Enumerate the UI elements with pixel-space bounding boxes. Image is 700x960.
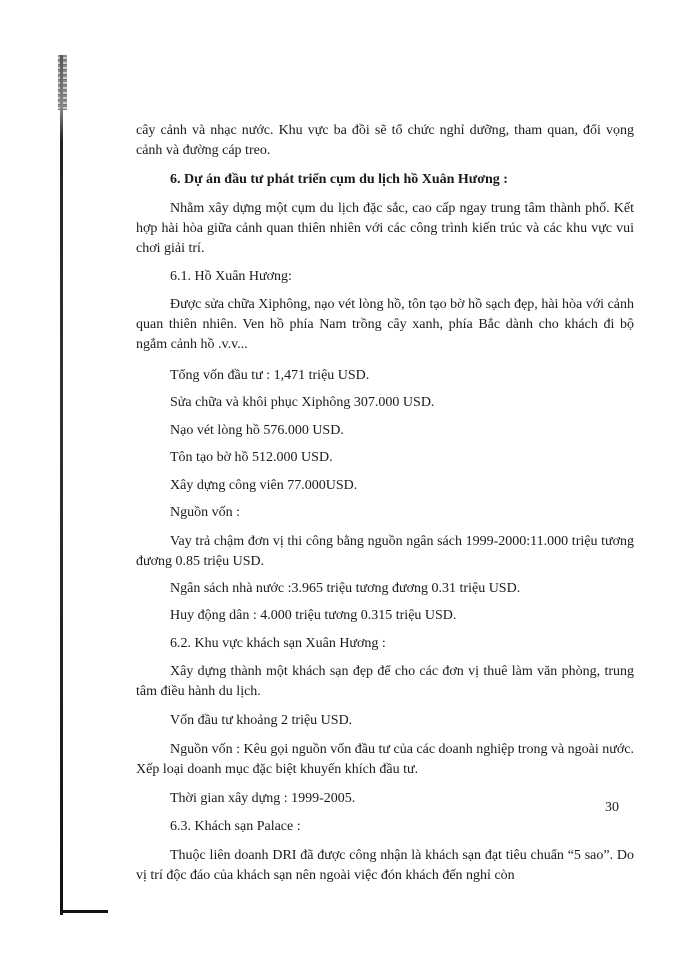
binding-edge-line xyxy=(60,55,63,915)
section-6-2-time: Thời gian xây dựng : 1999-2005. xyxy=(170,791,356,806)
binding-edge-foot xyxy=(60,910,108,913)
section-6-2-body: Xây dựng thành một khách sạn đẹp để cho các đơn vị thuê làm văn phòng, trung tâm điều hành du lịch. xyxy=(136,664,634,699)
section-6-1-body: Được sửa chữa Xiphông, nạo vét lòng hồ, tôn tạo bờ hồ sạch đẹp, hài hòa với cảnh quan thiên nhiên. Ven hồ phía Nam trồng cây xanh, phía Bắc dành cho khách đi bộ ngắm cảnh hồ .v.v... xyxy=(136,297,634,352)
people-mobilization-line: Huy động dân : 4.000 triệu tương 0.315 triệu USD. xyxy=(170,608,457,623)
investment-item: Xây dựng công viên 77.000USD. xyxy=(170,478,358,493)
page-number: 30 xyxy=(605,800,619,815)
state-budget-line: Ngân sách nhà nước :3.965 triệu tương đương 0.31 triệu USD. xyxy=(170,581,521,596)
section-6-2-capital: Vốn đầu tư khoảng 2 triệu USD. xyxy=(170,713,353,728)
intro-paragraph: cây cảnh và nhạc nước. Khu vực ba đồi sẽ tổ chức nghỉ dưỡng, tham quan, đổi vọng cảnh và đường cáp treo. xyxy=(136,123,634,158)
investment-item: Tôn tạo bờ hồ 512.000 USD. xyxy=(170,450,333,465)
section-6-body: Nhằm xây dựng một cụm du lịch đặc sắc, cao cấp ngay trung tâm thành phố. Kết hợp hài hòa giữa cảnh quan thiên nhiên với các công trình kiến trúc và các khu vực vui chơi giải trí. xyxy=(136,201,634,256)
investment-item: Nguồn vốn : xyxy=(170,505,240,520)
section-6-2-heading: 6.2. Khu vực khách sạn Xuân Hương : xyxy=(170,636,386,651)
investment-item: Sửa chữa và khôi phục Xiphông 307.000 USD. xyxy=(170,395,435,410)
investment-item: Nạo vét lòng hồ 576.000 USD. xyxy=(170,423,344,438)
section-6-1-heading: 6.1. Hồ Xuân Hương: xyxy=(170,269,292,284)
section-6-3-body: Thuộc liên doanh DRI đã được công nhận là khách sạn đạt tiêu chuẩn “5 sao”. Do vị trí độc đáo của khách sạn nên ngoài việc đón khách đến nghỉ còn xyxy=(136,848,634,883)
investment-item: Tổng vốn đầu tư : 1,471 triệu USD. xyxy=(170,368,370,383)
page-content xyxy=(136,121,634,886)
section-6-2-source: Nguồn vốn : Kêu gọi nguồn vốn đầu tư của các doanh nghiệp trong và ngoài nước. Xếp loại doanh mục đặc biệt khuyến khích đầu tư. xyxy=(136,742,634,777)
section-6-3-heading: 6.3. Khách sạn Palace : xyxy=(170,819,301,834)
section-6-heading: 6. Dự án đầu tư phát triển cụm du lịch hồ Xuân Hương : xyxy=(170,172,508,187)
loan-paragraph: Vay trả chậm đơn vị thi công bằng nguồn ngân sách 1999-2000:11.000 triệu tương đương 0.85 triệu USD. xyxy=(136,534,634,569)
